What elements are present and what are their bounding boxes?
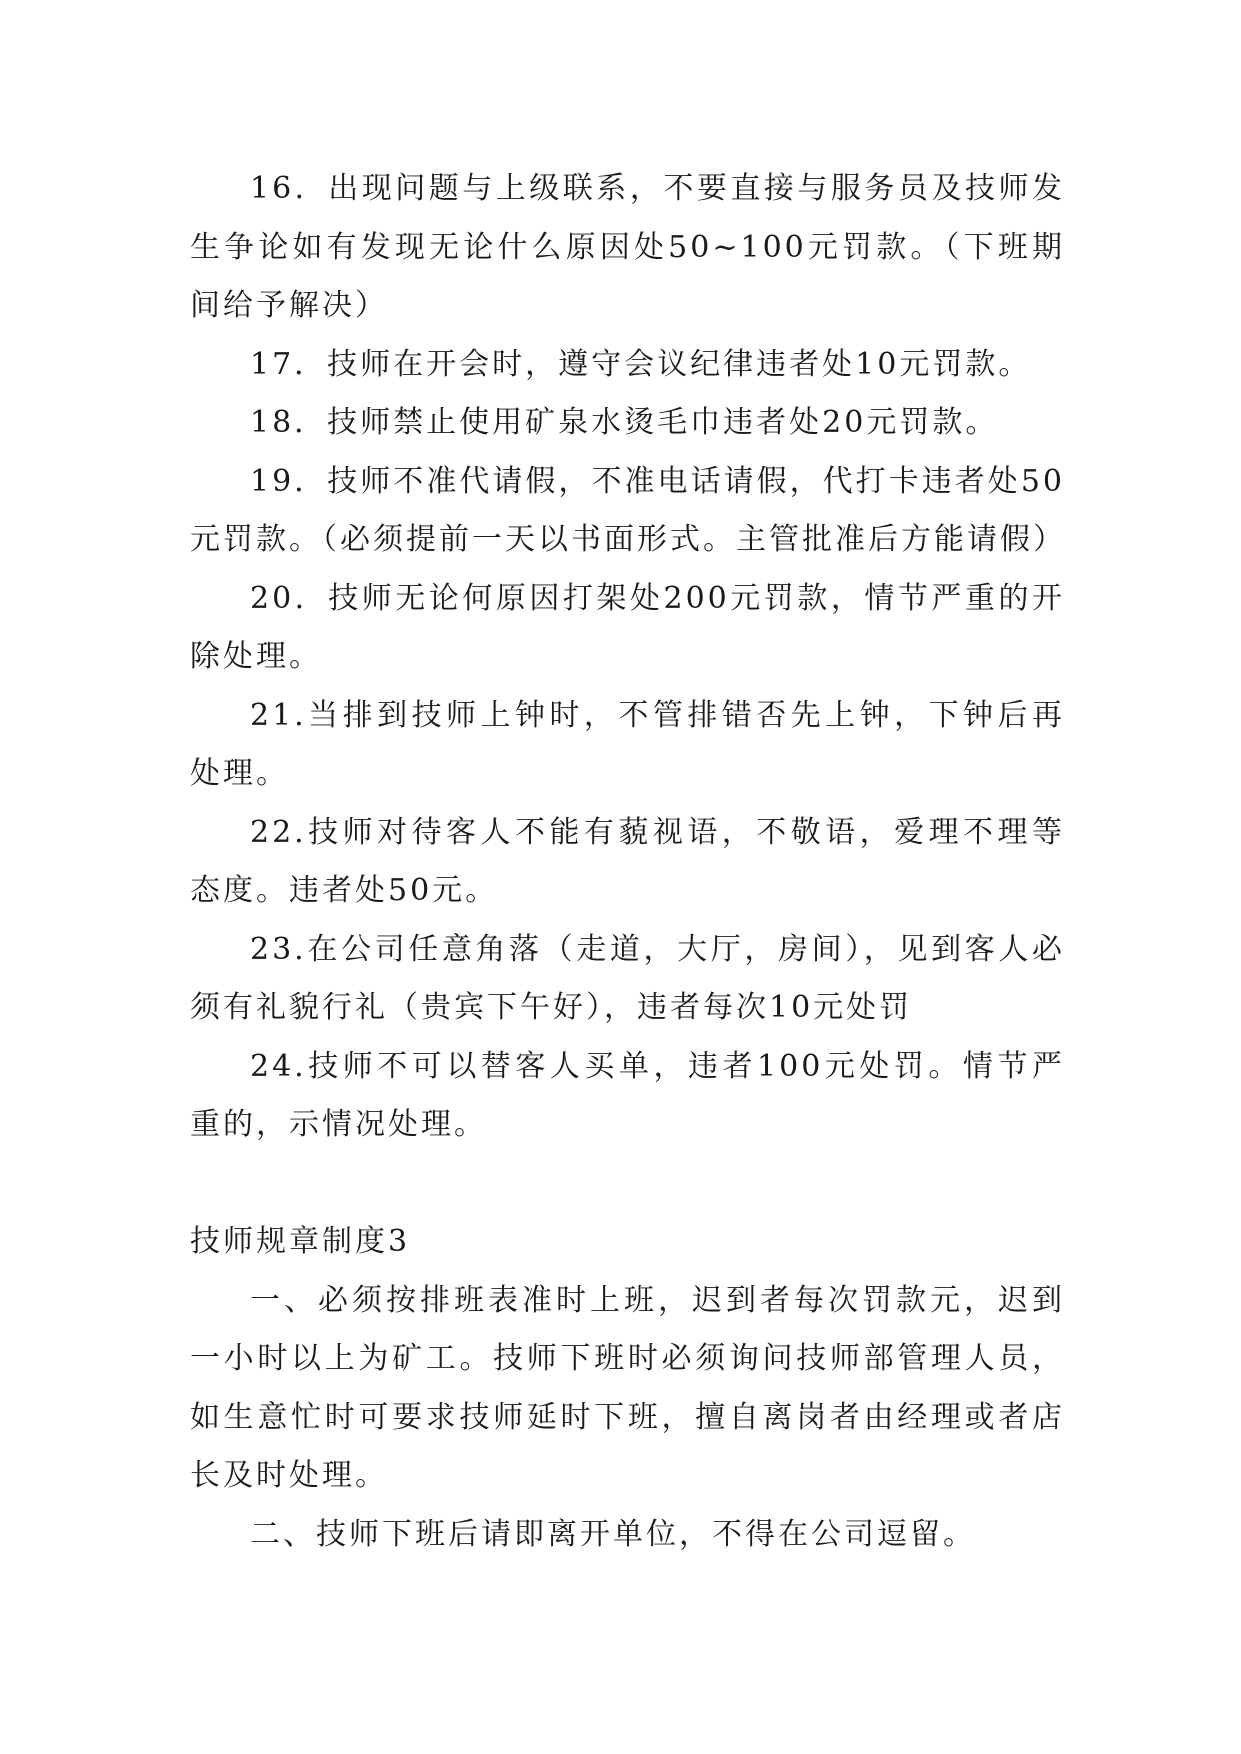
rule-20: 20．技师无论何原因打架处200元罚款，情节严重的开除处理。 — [190, 580, 1065, 674]
rule-one: 一、必须按排班表准时上班，迟到者每次罚款元，迟到一小时以上为矿工。技师下班时必须询问技师部管理人员，如生意忙时可要求技师延时下班，擅自离岗者由经理或者店长及时处理。 — [190, 1282, 1065, 1493]
rule-18: 18．技师禁止使用矿泉水烫毛巾违者处20元罚款。 — [250, 405, 999, 440]
section-title: 技师规章制度3 — [190, 1224, 411, 1259]
rule-23: 23.在公司任意角落（走道，大厅，房间），见到客人必须有礼貌行礼（贵宾下午好），违者每次10元处罚 — [190, 931, 1065, 1025]
blank-line — [190, 1155, 1065, 1214]
rule-24: 24.技师不可以替客人买单，违者100元处罚。情节严重的，示情况处理。 — [190, 1048, 1065, 1142]
rule-19: 19．技师不准代请假，不准电话请假，代打卡违者处50元罚款。（必须提前一天以书面形式。主管批准后方能请假） — [190, 463, 1066, 557]
rule-22: 22.技师对待客人不能有藐视语，不敬语，爱理不理等态度。违者处50元。 — [190, 814, 1065, 908]
document-body — [190, 160, 1065, 1564]
rule-two: 二、技师下班后请即离开单位，不得在公司逗留。 — [250, 1516, 976, 1552]
rule-17: 17．技师在开会时，遵守会议纪律违者处10元罚款。 — [250, 346, 1032, 382]
rule-21: 21.当排到技师上钟时，不管排错否先上钟，下钟后再处理。 — [190, 697, 1065, 791]
rule-16: 16．出现问题与上级联系，不要直接与服务员及技师发生争论如有发现无论什么原因处50~100元罚款。（下班期间给予解决） — [190, 171, 1065, 323]
